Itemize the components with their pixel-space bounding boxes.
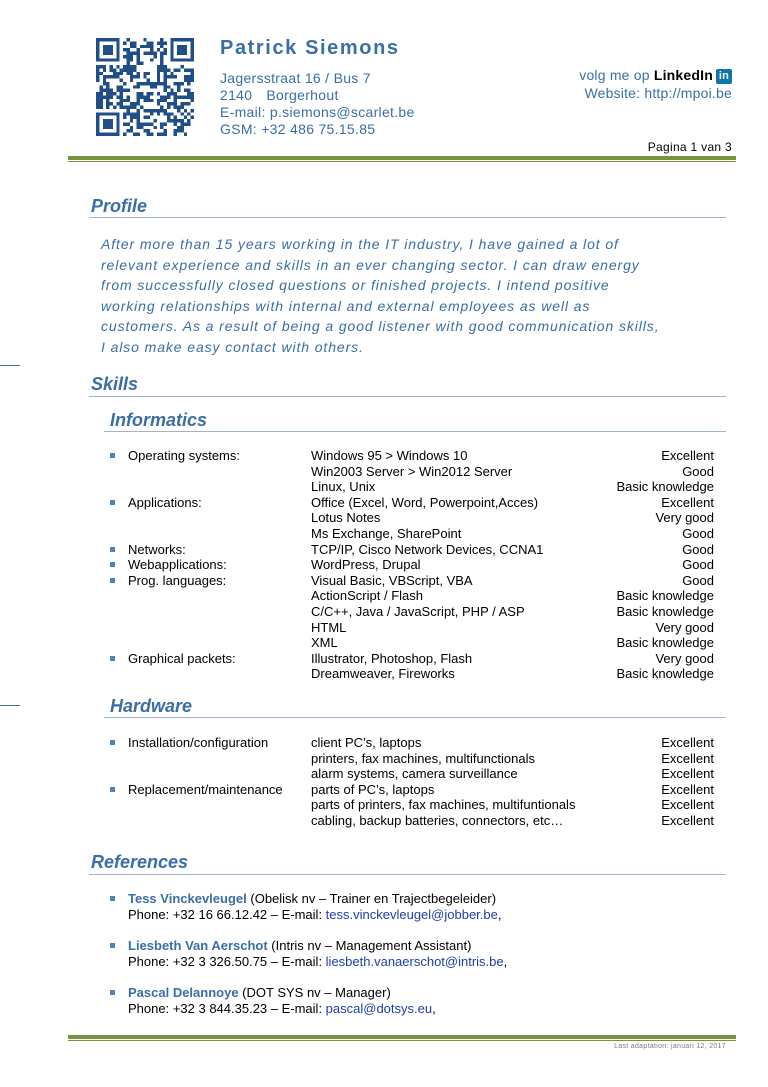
email-line — [220, 104, 415, 121]
skill-level: Good — [682, 541, 714, 557]
skill-category: Graphical packets: — [128, 650, 236, 666]
skill-item: Dreamweaver, Fireworks — [311, 666, 455, 682]
header-divider — [68, 156, 736, 160]
margin-mark — [0, 705, 20, 706]
skill-item: client PC’s, laptops — [311, 735, 422, 750]
website-link[interactable]: http://mpoi.be — [644, 85, 732, 101]
skill-row — [110, 604, 714, 620]
page-indicator: Pagina 1 van 3 — [647, 140, 732, 154]
hardware-rule — [104, 717, 726, 718]
reference-name: Liesbeth Van Aerschot — [128, 938, 268, 953]
reference-name: Pascal Delannoye — [128, 985, 239, 1000]
skill-row — [110, 766, 714, 782]
person-name: Patrick Siemons — [220, 37, 400, 59]
margin-mark — [0, 365, 20, 366]
profile-line: I also make easy contact with others. — [101, 338, 364, 355]
skill-item: Illustrator, Photoshop, Flash — [311, 650, 473, 666]
skill-level: Good — [682, 526, 714, 541]
skill-row — [110, 620, 714, 636]
skill-row — [110, 797, 714, 813]
skill-item: XML — [311, 635, 338, 651]
bullet-icon — [110, 578, 115, 583]
skill-row — [110, 782, 714, 798]
gsm-number: +32 486 75.15.85 — [261, 121, 376, 137]
bullet-icon — [110, 896, 115, 901]
skills-rule — [89, 396, 726, 397]
skill-row — [110, 479, 714, 495]
website-label: Website: — [584, 85, 641, 101]
skill-row — [110, 813, 714, 829]
email-link[interactable]: p.siemons@scarlet.be — [269, 104, 415, 120]
profile-line: After more than 15 years working in the IT industry, I have gained a lot of — [101, 236, 619, 252]
profile-rule — [89, 217, 726, 218]
reference-org: (DOT SYS nv – Manager) — [238, 985, 391, 1000]
skill-level: Very good — [655, 650, 714, 666]
footer-divider — [68, 1035, 736, 1039]
profile-line: from successfully closed questions or finished projects. I intend positive — [101, 277, 610, 293]
skill-category: Operating systems: — [128, 448, 240, 463]
skill-level: Excellent — [661, 750, 714, 766]
footer-divider-thin — [68, 1040, 736, 1041]
skill-row — [110, 495, 714, 511]
informatics-heading: Informatics — [110, 410, 208, 430]
profile-line: working relationships with internal and external employees as well as — [101, 297, 591, 314]
skill-level: Basic knowledge — [616, 479, 714, 495]
skill-item: Lotus Notes — [311, 510, 381, 526]
reference-phone: Phone: +32 3 326.50.75 – E-mail: — [128, 954, 326, 969]
skill-level: Basic knowledge — [616, 635, 714, 651]
reference-contact-line — [128, 1001, 436, 1017]
skill-level: Basic knowledge — [616, 588, 714, 604]
website-line — [579, 84, 732, 102]
reference-suffix: , — [503, 954, 508, 969]
linkedin-icon[interactable]: in — [716, 69, 732, 84]
reference-org: (Obelisk nv – Trainer en Trajectbegeleider) — [246, 891, 497, 906]
hardware-heading: Hardware — [110, 696, 193, 716]
skill-level: Excellent — [661, 448, 714, 463]
last-adaptation-note: Last adaptation: januari 12, 2017 — [614, 1043, 726, 1050]
skill-row — [110, 526, 714, 542]
skill-row — [110, 588, 714, 604]
skill-row — [110, 751, 714, 767]
skill-item: alarm systems, camera surveillance — [311, 766, 518, 782]
profile-line: relevant experience and skills in an ever changing sector. I can draw energy — [101, 256, 640, 273]
skill-item: printers, fax machines, multifunctionals — [311, 750, 535, 766]
skill-item: HTML — [311, 619, 347, 635]
reference-suffix: , — [432, 1001, 436, 1016]
skill-category: Replacement/maintenance — [128, 781, 283, 797]
skill-row — [110, 635, 714, 651]
postal-code: 2140 — [220, 87, 253, 103]
skill-level: Good — [682, 463, 714, 479]
profile-heading: Profile — [91, 196, 148, 216]
bullet-icon — [110, 656, 115, 661]
skill-item: Win2003 Server > Win2012 Server — [311, 463, 513, 479]
skill-item: parts of PC’s, laptops — [311, 781, 435, 797]
profile-text — [101, 234, 721, 357]
skill-level: Very good — [655, 510, 714, 526]
skill-item: C/C++, Java / JavaScript, PHP / ASP — [311, 604, 525, 619]
qr-code-image — [96, 38, 194, 136]
skill-row — [110, 510, 714, 526]
skill-level: Excellent — [661, 494, 714, 510]
skill-row — [110, 542, 714, 558]
reference-phone: Phone: +32 3 844.35.23 – E-mail: — [128, 1001, 326, 1016]
header-divider-thin — [68, 161, 736, 162]
bullet-icon — [110, 547, 115, 552]
street: Jagersstraat 16 / Bus 7 — [220, 70, 371, 86]
skill-row — [110, 448, 714, 464]
reference-email-link[interactable]: pascal@dotsys.eu — [325, 1001, 433, 1016]
skill-category: Applications: — [128, 494, 202, 510]
skill-item: ActionScript / Flash — [311, 588, 423, 604]
skill-item: Ms Exchange, SharePoint — [311, 526, 462, 541]
skill-level: Excellent — [661, 797, 714, 813]
skill-row — [110, 464, 714, 480]
bullet-icon — [110, 562, 115, 567]
skill-level: Basic knowledge — [616, 666, 714, 682]
references-rule — [89, 874, 726, 875]
skill-item: WordPress, Drupal — [311, 557, 421, 573]
references-heading: References — [91, 852, 189, 872]
address-block — [220, 70, 415, 138]
gsm-label: GSM: — [220, 121, 257, 137]
reference-heading-line — [128, 891, 496, 907]
skill-category: Webapplications: — [128, 557, 227, 573]
skill-level: Excellent — [661, 813, 714, 828]
skill-item: cabling, backup batteries, connectors, etc… — [311, 813, 564, 828]
bullet-icon — [110, 500, 115, 505]
reference-heading-line — [128, 985, 391, 1001]
linkedin-line[interactable] — [579, 66, 732, 84]
email-label: E-mail: — [220, 104, 266, 120]
skill-category: Networks: — [128, 541, 186, 557]
skill-row — [110, 573, 714, 589]
city: Borgerhout — [266, 87, 339, 103]
skills-heading: Skills — [91, 374, 139, 394]
profile-line: customers. As a result of being a good listener with good communication skills, — [101, 318, 660, 334]
skill-item: parts of printers, fax machines, multifuntionals — [311, 797, 576, 813]
postal-city — [220, 87, 415, 104]
skill-level: Excellent — [661, 735, 714, 750]
bullet-icon — [110, 453, 115, 458]
reference-org: (Intris nv – Management Assistant) — [267, 938, 472, 953]
skill-row — [110, 666, 714, 682]
skill-item: Office (Excel, Word, Powerpoint,Acces) — [311, 494, 539, 510]
skill-item: Linux, Unix — [311, 479, 376, 495]
reference-name: Tess Vinckevleugel — [128, 891, 247, 906]
linkedin-label[interactable]: LinkedIn — [653, 67, 713, 83]
online-contact — [579, 66, 732, 102]
skill-item: Windows 95 > Windows 10 — [311, 448, 468, 463]
skill-row — [110, 735, 714, 751]
reference-contact-line — [128, 954, 507, 970]
reference-suffix: , — [497, 907, 502, 922]
skill-level: Good — [682, 557, 714, 573]
skill-level: Basic knowledge — [616, 604, 714, 619]
informatics-rule — [104, 431, 726, 432]
skill-item: TCP/IP, Cisco Network Devices, CCNA1 — [311, 541, 544, 557]
skill-level: Good — [682, 572, 714, 588]
reference-heading-line — [128, 938, 471, 954]
bullet-icon — [110, 990, 115, 995]
bullet-icon — [110, 787, 115, 792]
skill-level: Excellent — [661, 781, 714, 797]
reference-phone: Phone: +32 16 66.12.42 – E-mail: — [128, 907, 326, 922]
skill-category: Prog. languages: — [128, 572, 227, 588]
skill-row — [110, 557, 714, 573]
reference-email-link[interactable]: liesbeth.vanaerschot@intris.be — [325, 954, 504, 969]
skill-level: Very good — [655, 619, 714, 635]
reference-email-link[interactable]: tess.vinckevleugel@jobber.be — [325, 907, 498, 922]
reference-contact-line — [128, 907, 501, 923]
skill-category: Installation/configuration — [128, 735, 269, 750]
skill-level: Excellent — [661, 766, 714, 782]
follow-prefix: volg me op — [579, 67, 650, 83]
skill-item: Visual Basic, VBScript, VBA — [311, 572, 473, 588]
gsm-line — [220, 121, 415, 138]
skill-row — [110, 651, 714, 667]
bullet-icon — [110, 943, 115, 948]
bullet-icon — [110, 740, 115, 745]
